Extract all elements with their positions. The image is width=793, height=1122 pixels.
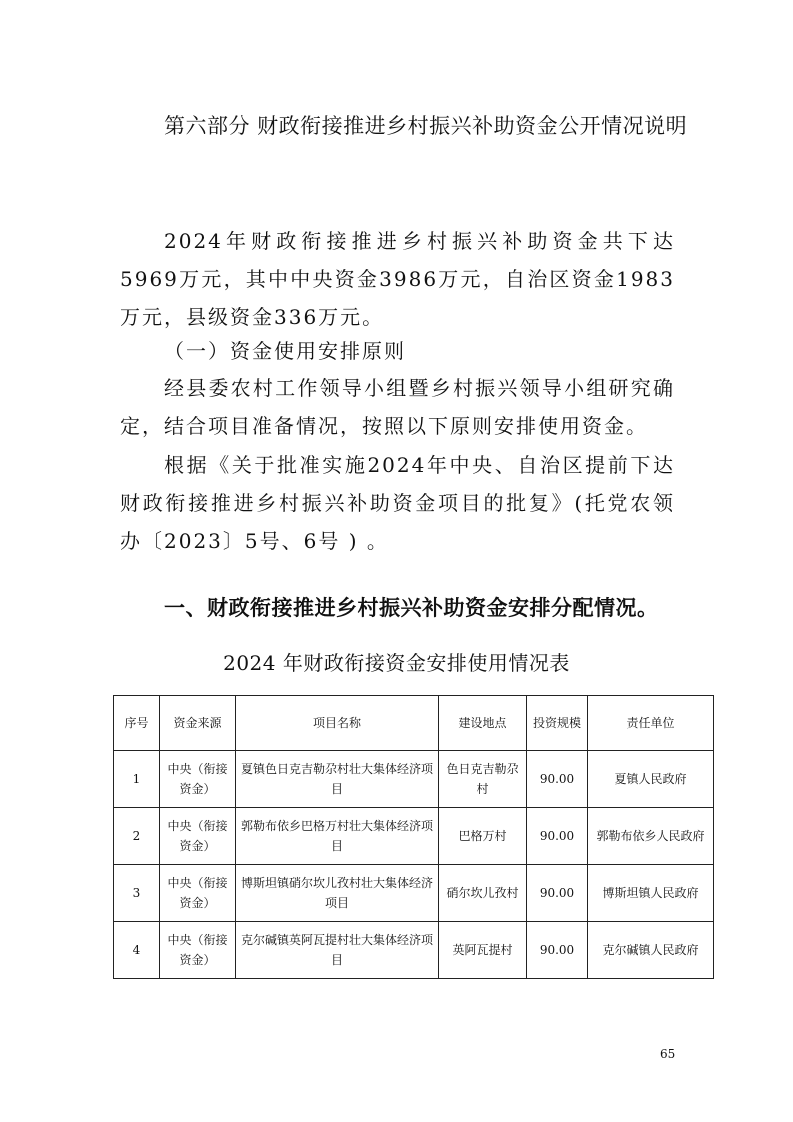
page-number: 65	[660, 1047, 676, 1061]
cell-investment: 90.00	[527, 865, 588, 922]
cell-project-name: 郭勒布依乡巴格万村壮大集体经济项目	[236, 808, 439, 865]
cell-index: 2	[114, 808, 160, 865]
cell-fund-source: 中央（衔接资金）	[160, 808, 236, 865]
cell-index: 1	[114, 751, 160, 808]
table-row	[114, 922, 714, 979]
cell-project-name: 夏镇色日克吉勒尕村壮大集体经济项目	[236, 751, 439, 808]
table-row	[114, 751, 714, 808]
header-location: 建设地点	[439, 696, 527, 751]
cell-investment: 90.00	[527, 808, 588, 865]
cell-project-name: 博斯坦镇硝尔坎儿孜村壮大集体经济项目	[236, 865, 439, 922]
header-responsible-unit: 责任单位	[588, 696, 714, 751]
cell-location: 英阿瓦提村	[439, 922, 527, 979]
cell-investment: 90.00	[527, 751, 588, 808]
paragraph-funding-summary: 2024年财政衔接推进乡村振兴补助资金共下达5969万元，其中中央资金3986万元，自治区资金1983万元，县级资金336万元。	[120, 229, 675, 329]
paragraph-principles: 经县委农村工作领导小组暨乡村振兴领导小组研究确定，结合项目准备情况，按照以下原则安排使用资金。	[120, 376, 675, 438]
header-fund-source: 资金来源	[160, 696, 236, 751]
table-row	[114, 808, 714, 865]
cell-index: 3	[114, 865, 160, 922]
table-row	[114, 865, 714, 922]
cell-index: 4	[114, 922, 160, 979]
table-title: 2024 年财政衔接资金安排使用情况表	[223, 651, 570, 675]
cell-fund-source: 中央（衔接资金）	[160, 922, 236, 979]
header-index: 序号	[114, 696, 160, 751]
cell-project-name: 克尔碱镇英阿瓦提村壮大集体经济项目	[236, 922, 439, 979]
cell-location: 巴格万村	[439, 808, 527, 865]
header-project-name: 项目名称	[236, 696, 439, 751]
section-heading: 一、财政衔接推进乡村振兴补助资金安排分配情况。	[164, 595, 659, 620]
cell-responsible-unit: 博斯坦镇人民政府	[588, 865, 714, 922]
cell-location: 色日克吉勒尕村	[439, 751, 527, 808]
header-investment: 投资规模	[527, 696, 588, 751]
cell-fund-source: 中央（衔接资金）	[160, 751, 236, 808]
cell-responsible-unit: 郭勒布依乡人民政府	[588, 808, 714, 865]
cell-fund-source: 中央（衔接资金）	[160, 865, 236, 922]
paragraph-approval-basis: 根据《关于批准实施2024年中央、自治区提前下达财政衔接推进乡村振兴补助资金项目的批复》(托党农领办〔2023〕5号、6号 ) 。	[120, 453, 675, 553]
fund-allocation-table	[113, 695, 714, 979]
cell-responsible-unit: 克尔碱镇人民政府	[588, 922, 714, 979]
cell-location: 硝尔坎儿孜村	[439, 865, 527, 922]
table-header-row	[114, 696, 714, 751]
page-title: 第六部分 财政衔接推进乡村振兴补助资金公开情况说明	[164, 114, 688, 138]
cell-investment: 90.00	[527, 922, 588, 979]
paragraph-subheading-principles: （一）资金使用安排原则	[164, 339, 406, 363]
cell-responsible-unit: 夏镇人民政府	[588, 751, 714, 808]
